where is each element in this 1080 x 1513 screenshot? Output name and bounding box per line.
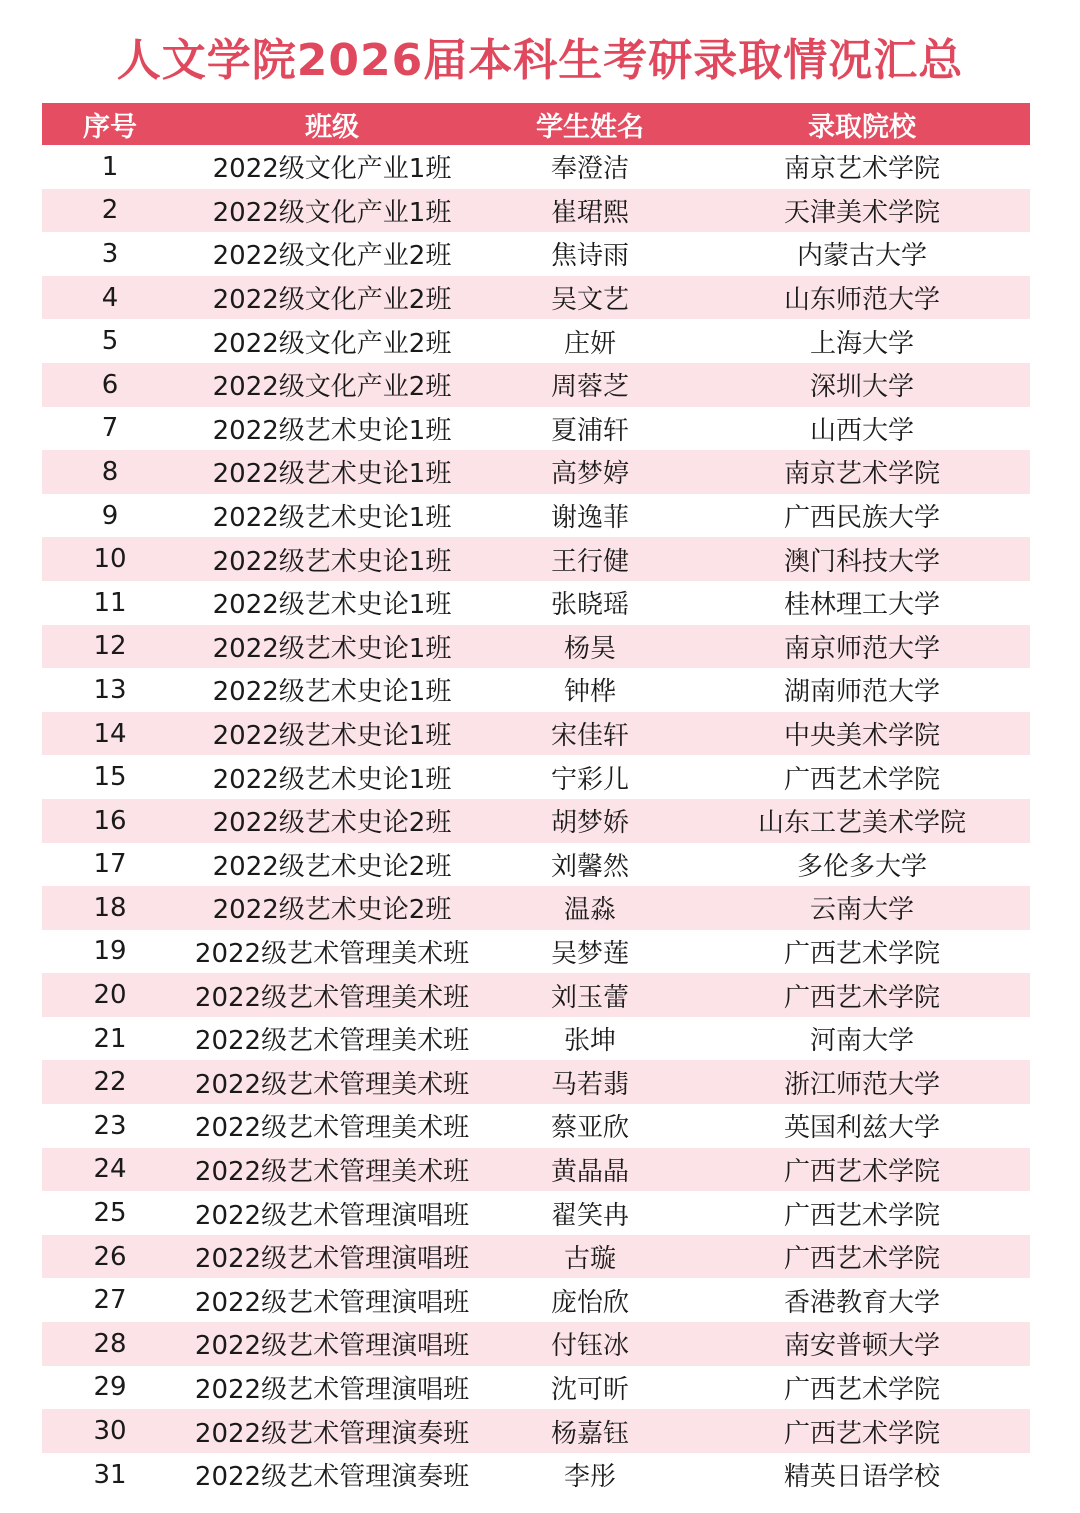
cell-student-name: 杨嘉钰 (550, 1418, 629, 1449)
cell-class: 2022级文化产业2班 (212, 285, 452, 316)
cell-class: 2022级艺术史论1班 (212, 764, 452, 795)
table-row (42, 363, 1030, 407)
cell-class: 2022级艺术管理演奏班 (194, 1418, 470, 1449)
cell-index: 28 (93, 1328, 127, 1359)
cell-student-name: 周蓉芝 (550, 372, 629, 403)
cell-index: 17 (93, 849, 127, 880)
table-row (42, 189, 1030, 233)
cell-class: 2022级艺术史论2班 (212, 851, 452, 882)
cell-index: 14 (93, 718, 127, 749)
table-row (42, 799, 1030, 843)
cell-admitted-school: 内蒙古大学 (796, 241, 927, 272)
table-row (42, 930, 1030, 974)
cell-index: 13 (93, 674, 127, 705)
cell-class: 2022级艺术管理美术班 (194, 1113, 470, 1144)
header-cell-class: 班级 (305, 111, 359, 143)
cell-admitted-school: 广西艺术学院 (783, 1156, 940, 1187)
cell-admitted-school: 中央美术学院 (783, 721, 940, 752)
cell-admitted-school: 广西艺术学院 (783, 764, 940, 795)
table-row (42, 407, 1030, 451)
cell-student-name: 刘馨然 (550, 851, 629, 882)
cell-student-name: 宋佳轩 (550, 721, 629, 752)
table-row (42, 1104, 1030, 1148)
cell-index: 1 (101, 151, 119, 182)
cell-index: 2 (101, 195, 119, 226)
cell-class: 2022级艺术管理演唱班 (194, 1374, 470, 1405)
cell-student-name: 夏浦轩 (550, 415, 629, 446)
cell-class: 2022级文化产业1班 (212, 154, 452, 185)
table-row (42, 1409, 1030, 1453)
cell-admitted-school: 南京艺术学院 (783, 459, 940, 490)
cell-class: 2022级艺术管理演唱班 (194, 1331, 470, 1362)
cell-student-name: 杨昊 (563, 633, 616, 664)
table-row (42, 1453, 1030, 1497)
cell-class: 2022级艺术管理演唱班 (194, 1287, 470, 1318)
cell-class: 2022级艺术史论1班 (212, 546, 452, 577)
cell-student-name: 焦诗雨 (550, 241, 629, 272)
cell-index: 21 (93, 1023, 127, 1054)
cell-class: 2022级文化产业1班 (212, 197, 452, 228)
cell-admitted-school: 广西艺术学院 (783, 1418, 940, 1449)
cell-class: 2022级艺术管理美术班 (194, 1026, 470, 1057)
table-row (42, 537, 1030, 581)
cell-admitted-school: 南京师范大学 (783, 633, 940, 664)
cell-class: 2022级艺术史论1班 (212, 503, 452, 534)
cell-class: 2022级艺术史论1班 (212, 459, 452, 490)
cell-student-name: 蔡亚欣 (550, 1113, 629, 1144)
cell-admitted-school: 南安普顿大学 (783, 1331, 940, 1362)
page-title: 人文学院2026届本科生考研录取情况汇总 (116, 35, 964, 86)
cell-admitted-school: 精英日语学校 (783, 1462, 940, 1493)
cell-admitted-school: 天津美术学院 (783, 197, 940, 228)
cell-index: 25 (93, 1198, 127, 1229)
cell-admitted-school: 山西大学 (809, 415, 914, 446)
table-row (42, 1148, 1030, 1192)
cell-student-name: 黄晶晶 (550, 1156, 629, 1187)
cell-student-name: 张晓瑶 (550, 590, 629, 621)
cell-student-name: 宁彩儿 (550, 764, 629, 795)
cell-class: 2022级艺术史论1班 (212, 721, 452, 752)
cell-student-name: 李彤 (563, 1462, 616, 1493)
cell-student-name: 庄妍 (563, 328, 616, 359)
cell-student-name: 马若翡 (550, 1069, 629, 1100)
cell-class: 2022级艺术管理演唱班 (194, 1200, 470, 1231)
table-row (42, 668, 1030, 712)
cell-index: 6 (101, 369, 119, 400)
cell-admitted-school: 广西艺术学院 (783, 938, 940, 969)
table-row (42, 450, 1030, 494)
cell-index: 18 (93, 892, 127, 923)
table-row (42, 625, 1030, 669)
cell-admitted-school: 上海大学 (809, 328, 914, 359)
cell-student-name: 高梦婷 (550, 459, 629, 490)
admission-table (42, 103, 1030, 1496)
cell-class: 2022级艺术史论1班 (212, 633, 452, 664)
cell-admitted-school: 香港教育大学 (783, 1287, 940, 1318)
cell-index: 8 (101, 456, 119, 487)
cell-class: 2022级艺术史论2班 (212, 895, 452, 926)
cell-index: 20 (93, 980, 127, 1011)
cell-admitted-school: 河南大学 (809, 1026, 914, 1057)
table-header-row (42, 103, 1030, 145)
cell-index: 31 (93, 1459, 127, 1490)
cell-student-name: 奉澄洁 (550, 154, 629, 185)
cell-admitted-school: 深圳大学 (809, 372, 914, 403)
cell-class: 2022级艺术史论1班 (212, 415, 452, 446)
cell-index: 7 (101, 413, 119, 444)
table-row (42, 755, 1030, 799)
table-row (42, 1017, 1030, 1061)
cell-student-name: 张坤 (563, 1026, 616, 1057)
cell-class: 2022级文化产业2班 (212, 328, 452, 359)
cell-class: 2022级艺术管理美术班 (194, 1069, 470, 1100)
cell-student-name: 吴文艺 (550, 285, 629, 316)
cell-admitted-school: 澳门科技大学 (783, 546, 940, 577)
cell-admitted-school: 广西艺术学院 (783, 982, 940, 1013)
cell-class: 2022级文化产业2班 (212, 241, 452, 272)
cell-student-name: 温淼 (563, 895, 616, 926)
table-row (42, 973, 1030, 1017)
cell-class: 2022级艺术史论2班 (212, 808, 452, 839)
table-row (42, 1060, 1030, 1104)
cell-class: 2022级艺术史论1班 (212, 677, 452, 708)
cell-admitted-school: 广西民族大学 (783, 503, 940, 534)
cell-index: 27 (93, 1285, 127, 1316)
cell-index: 12 (93, 631, 127, 662)
cell-admitted-school: 广西艺术学院 (783, 1244, 940, 1275)
cell-class: 2022级艺术史论1班 (212, 590, 452, 621)
cell-student-name: 刘玉蕾 (550, 982, 629, 1013)
cell-student-name: 王行健 (550, 546, 629, 577)
cell-index: 15 (93, 762, 127, 793)
cell-student-name: 崔珺熙 (550, 197, 629, 228)
header-cell-admitted-school: 录取院校 (808, 111, 916, 143)
cell-student-name: 翟笑冉 (550, 1200, 629, 1231)
cell-class: 2022级艺术管理美术班 (194, 1156, 470, 1187)
cell-index: 19 (93, 936, 127, 967)
cell-class: 2022级艺术管理美术班 (194, 938, 470, 969)
cell-student-name: 付钰冰 (550, 1331, 629, 1362)
cell-index: 9 (101, 500, 119, 531)
cell-admitted-school: 浙江师范大学 (783, 1069, 940, 1100)
cell-index: 5 (101, 326, 119, 357)
cell-admitted-school: 桂林理工大学 (783, 590, 940, 621)
cell-class: 2022级艺术管理演唱班 (194, 1244, 470, 1275)
cell-class: 2022级文化产业2班 (212, 372, 452, 403)
table-row (42, 1235, 1030, 1279)
table-row (42, 276, 1030, 320)
table-row (42, 319, 1030, 363)
table-row (42, 145, 1030, 189)
cell-student-name: 谢逸菲 (550, 503, 629, 534)
cell-index: 4 (101, 282, 119, 313)
cell-admitted-school: 广西艺术学院 (783, 1200, 940, 1231)
table-row (42, 1278, 1030, 1322)
cell-student-name: 沈可昕 (550, 1374, 629, 1405)
table-row (42, 843, 1030, 887)
cell-student-name: 庞怡欣 (550, 1287, 629, 1318)
cell-admitted-school: 湖南师范大学 (783, 677, 940, 708)
cell-class: 2022级艺术管理美术班 (194, 982, 470, 1013)
cell-admitted-school: 英国利兹大学 (783, 1113, 940, 1144)
table-row (42, 712, 1030, 756)
cell-index: 26 (93, 1241, 127, 1272)
cell-admitted-school: 山东工艺美术学院 (757, 808, 966, 839)
table-row (42, 886, 1030, 930)
cell-admitted-school: 山东师范大学 (783, 285, 940, 316)
cell-student-name: 钟桦 (563, 677, 616, 708)
cell-index: 23 (93, 1110, 127, 1141)
table-row (42, 1322, 1030, 1366)
header-cell-index: 序号 (83, 111, 137, 143)
table-body (42, 145, 1030, 1496)
table-row (42, 1191, 1030, 1235)
cell-class: 2022级艺术管理演奏班 (194, 1462, 470, 1493)
cell-index: 11 (93, 587, 127, 618)
cell-student-name: 古璇 (563, 1244, 616, 1275)
cell-index: 3 (101, 238, 119, 269)
cell-index: 24 (93, 1154, 127, 1185)
cell-student-name: 胡梦娇 (550, 808, 629, 839)
cell-student-name: 吴梦莲 (550, 938, 629, 969)
cell-admitted-school: 广西艺术学院 (783, 1374, 940, 1405)
header-cell-student-name: 学生姓名 (536, 111, 644, 143)
cell-index: 10 (93, 544, 127, 575)
cell-admitted-school: 南京艺术学院 (783, 154, 940, 185)
cell-index: 30 (93, 1416, 127, 1447)
cell-index: 29 (93, 1372, 127, 1403)
cell-index: 22 (93, 1067, 127, 1098)
cell-admitted-school: 云南大学 (809, 895, 914, 926)
table-row (42, 494, 1030, 538)
cell-admitted-school: 多伦多大学 (796, 851, 927, 882)
table-row (42, 232, 1030, 276)
cell-index: 16 (93, 805, 127, 836)
table-row (42, 1366, 1030, 1410)
table-row (42, 581, 1030, 625)
